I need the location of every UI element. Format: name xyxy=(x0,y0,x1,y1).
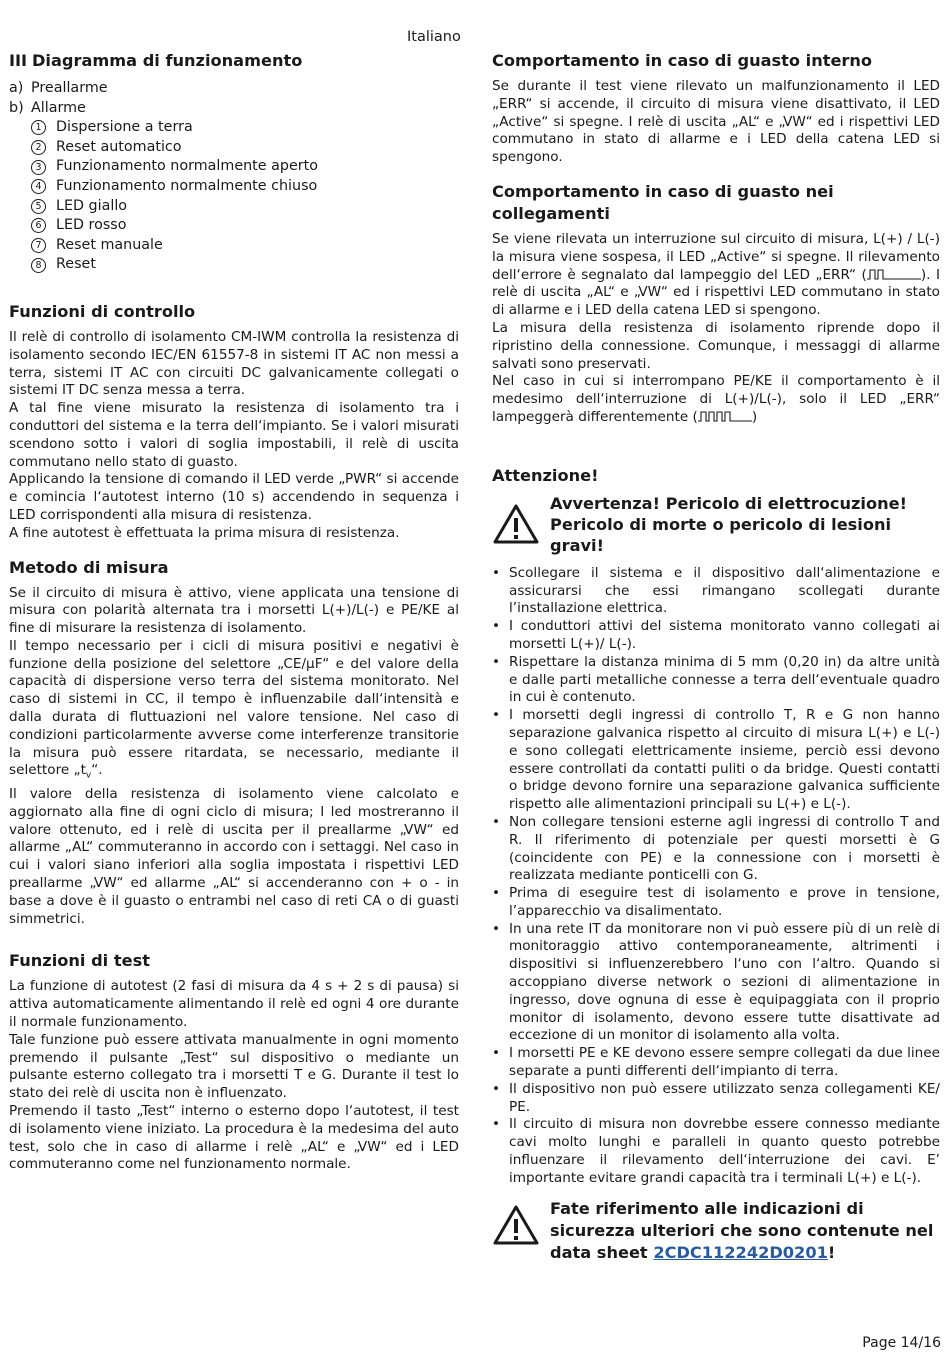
connection-fault-body xyxy=(492,231,940,427)
legend-text: LED rosso xyxy=(56,217,127,234)
legend-label: a) xyxy=(9,80,24,96)
paragraph: Il valore della resistenza di isolamento viene calcolato e aggiornato alla fine di ogni ciclo di misura; I led mostreranno il valore ottenuto, ed i relè di uscita per il preallarme „VW“ ed allarme „AL“ commuteranno in accordo con i settaggi. Nel caso in cui i valori siano inferiori alla soglia impostata i rispettivi LED preallarme „VW“ ed allarme „AL“ si accenderanno con + o - in base a dove è il guasto o entrambi nel caso di reti CA o di guasti simmetrici. xyxy=(9,785,459,927)
warning-triangle-icon xyxy=(492,1204,540,1246)
paragraph-text: “. xyxy=(91,762,103,779)
control-heading: Funzioni di controllo xyxy=(9,301,196,321)
paragraph-text: ). I relè di uscita „AL“ e „VW“ ed i rispettivi LED commutano in stato di allarme e i LED della catena LED si spengono. xyxy=(492,266,940,319)
method-body xyxy=(9,585,459,929)
legend-subitem xyxy=(31,138,459,158)
legend-text: Dispersione a terra xyxy=(56,119,193,136)
paragraph-text: Nel caso in cui si interrompano PE/KE il comportamento è il medesimo dell‘interruzione di L(+)/L(-), solo il LED „ERR“ lampeggerà differentemente ( xyxy=(492,373,940,425)
legend-subitem xyxy=(31,236,459,256)
legend-text: Funzionamento normalmente chiuso xyxy=(56,177,318,194)
circled-number: 6 xyxy=(31,218,46,233)
legend-item xyxy=(9,99,459,119)
reference-box xyxy=(492,1198,940,1264)
list-item: • Il circuito di misura non dovrebbe essere connesso mediante cavi molto lunghi e paralleli in quanto questo potrebbe influenzare il rilevamento dell‘interruzione dei cavi. E’ importante evitare grandi capacità tra i terminali L(+) e L(-). xyxy=(492,1116,940,1187)
blink-pattern-icon xyxy=(867,268,921,280)
safety-list xyxy=(492,565,940,1188)
list-item: • I morsetti PE e KE devono essere sempre collegati da due linee separate a punti differenti dell‘impianto di terra. xyxy=(492,1045,940,1081)
paragraph: Se durante il test viene rilevato un malfunzionamento il LED „ERR“ si accende, il circuito di misura viene disattivato, il LED „Active“ si spegne. I relè di uscita „AL“ e „VW“ ed i rispettivi LED commutano in stato di allarme e i LED della catena LED si spengono. xyxy=(492,78,940,166)
language-label: Italiano xyxy=(407,29,461,45)
circled-number: 5 xyxy=(31,199,46,214)
circled-number: 4 xyxy=(31,179,46,194)
warning-box xyxy=(492,493,940,556)
legend-text: Preallarme xyxy=(31,80,108,96)
diagram-legend xyxy=(9,79,459,275)
paragraph: A tal fine viene misurato la resistenza di isolamento tra i conduttori del sistema e la terra dell‘impianto. Se i valori misurati scendono sotto i valori di soglia impostabili, il relè di uscita commutano nello stato di guasto. xyxy=(9,400,459,470)
list-item: • Rispettare la distanza minima di 5 mm (0,20 in) da altre unità e dalle parti metalliche connesse a terra dell‘eventuale quadro in cui è contenuto. xyxy=(492,654,940,707)
paragraph-text: ) xyxy=(751,408,758,425)
legend-label: b) xyxy=(9,99,24,116)
paragraph-text: Il tempo necessario per i cicli di misura positivi e negativi è funzione della posizione del selettore „CE/µF“ e del valore della capacità di dispersione verso terra del sistema monitorato. Nel caso di sistemi in CC, il tempo è influenzabile dall‘intensità e dalla durata di fluttuazioni nel valore tensione. Nel caso di condizioni particolarmente avverse come interferenze transitorie la misura può essere ritardata, se necessario, mediante il selettore „t xyxy=(9,637,459,779)
paragraph: Tale funzione può essere attivata manualmente in ogni momento premendo il pulsante „Test“ sul dispositivo o mediante un pulsante esterno collegato tra i morsetti T e G. Durante il test lo stato dei relè di uscita non è influenzato. xyxy=(9,1031,459,1102)
warning-line: Avvertenza! Pericolo di elettrocuzione! xyxy=(550,493,907,513)
legend-text: Funzionamento normalmente aperto xyxy=(56,158,318,175)
legend-subitem xyxy=(31,255,459,275)
legend-text: Allarme xyxy=(31,99,86,116)
paragraph: Applicando la tensione di comando il LED verde „PWR“ si accende e comincia l‘autotest interno (10 s) accendendo in sequenza i LED corrispondenti alla misura di resistenza. xyxy=(9,471,459,523)
diagram-heading xyxy=(9,50,459,72)
paragraph: Se il circuito di misura è attivo, viene applicata una tensione di misura con polarità alternata tra i morsetti L(+)/L(-) e PE/KE al fine di misurare la resistenza di isolamento. xyxy=(9,584,459,637)
list-item: • Scollegare il sistema e il dispositivo dall‘alimentazione e assicurarsi che essi rimangano scollegati durante l’installazione elettrica. xyxy=(492,565,940,618)
paragraph-text: Se viene rilevata un interruzione sul circuito di misura, L(+) / L(-) la misura viene sospesa, il LED „Active“ si spegne. Il rilevamento dell‘errore è segnalato dal lampeggio del LED „ERR“ ( xyxy=(492,230,940,283)
legend-text: LED giallo xyxy=(56,197,128,214)
reference-text xyxy=(550,1198,940,1264)
legend-subitem xyxy=(31,177,459,197)
subscript: v xyxy=(85,771,92,782)
circled-number: 8 xyxy=(31,258,46,273)
legend-subitems xyxy=(9,118,459,275)
control-body xyxy=(9,329,459,543)
paragraph xyxy=(492,373,940,426)
legend-subitem xyxy=(31,118,459,138)
attention-heading: Attenzione! xyxy=(492,465,599,485)
paragraph: La misura della resistenza di isolamento riprende dopo il ripristino della connessione. Comunque, i messaggi di allarme salvati sono preservati. xyxy=(492,319,940,372)
method-heading: Metodo di misura xyxy=(9,557,169,577)
warning-triangle-icon xyxy=(492,503,540,545)
legend-subitem xyxy=(31,216,459,236)
paragraph: Il relè di controllo di isolamento CM-IWM controlla la resistenza di isolamento secondo IEC/EN 61557-8 in sistemi IT AC non messi a terra, sistemi IT AC con circuiti DC galvanicamente collegati o sistemi IT DC senza messa a terra. xyxy=(9,328,459,399)
warning-text xyxy=(550,493,940,556)
datasheet-link[interactable]: 2CDC112242D0201 xyxy=(653,1242,828,1262)
paragraph: A fine autotest è effettuata la prima misura di resistenza. xyxy=(9,524,400,541)
reference-sentence: Fate riferimento alle indicazioni di sicurezza ulteriori che sono contenute nel data sheet xyxy=(550,1198,934,1262)
legend-text: Reset xyxy=(56,256,96,273)
legend-item xyxy=(9,79,459,99)
list-item: • I conduttori attivi del sistema monitorato vanno collegati ai morsetti L(+)/ L(-). xyxy=(492,618,940,654)
circled-number: 3 xyxy=(31,160,46,175)
test-heading: Funzioni di test xyxy=(9,951,150,971)
legend-subitem xyxy=(31,197,459,217)
right-column xyxy=(492,50,940,1264)
circled-number: 2 xyxy=(31,140,46,155)
paragraph xyxy=(492,231,940,320)
list-item: • I morsetti degli ingressi di controllo T, R e G non hanno separazione galvanica rispetto al circuito di misura L(+) e L(-) e sono collegati elettricamente insieme, perciò essi devono essere controllati da contatti puliti o da bridge. Questi contatti o bridge devono fornire una separazione galvanica sufficiente rispetto alle alimentazioni principali su L(+) e L(-). xyxy=(492,707,940,814)
list-item: • Prima di eseguire test di isolamento e prove in tensione, l’apparecchio va disalimentato. xyxy=(492,885,940,921)
legend-text: Reset manuale xyxy=(56,236,163,253)
legend-subitem xyxy=(31,157,459,177)
circled-number: 1 xyxy=(31,120,46,135)
blink-pattern-icon xyxy=(698,410,752,422)
paragraph xyxy=(9,638,459,786)
left-column xyxy=(9,50,459,1174)
legend-text: Reset automatico xyxy=(56,138,182,155)
list-item: • Non collegare tensioni esterne agli ingressi di controllo T and R. Il riferimento di potenziale per questi morsetti è G (coincidente con PE) e la connessione con i morsetti è realizzata mediante ponticelli con G. xyxy=(492,814,940,885)
internal-fault-heading: Comportamento in caso di guasto interno xyxy=(492,51,873,70)
section-number: III xyxy=(9,51,28,70)
circled-number: 7 xyxy=(31,238,46,253)
test-body xyxy=(9,978,459,1174)
page-number: Page 14/16 xyxy=(862,1335,941,1351)
paragraph: Premendo il tasto „Test“ interno o esterno dopo l‘autotest, il test di isolamento viene iniziato. La procedura è la medesima del auto test, solo che in caso di allarme i relè „AL“ e „VW“ ed i LED commuteranno come nel funzionamento normale. xyxy=(9,1102,459,1173)
list-item: • In una rete IT da monitorare non vi può essere più di un relè di monitoraggio attivo contemporaneamente, altrimenti i dispositivi si influenzerebbero l‘uno con l‘altro. Quando si accoppiano diverse network o sezioni di alimentazione in ingresso, dove ognuna di esse è equipaggiata con il proprio monitor di isolamento, devono essere tutte disattivate ad eccezione di un monitor di isolamento alla volta. xyxy=(492,921,940,1046)
exclamation: ! xyxy=(827,1242,836,1262)
connection-fault-heading: Comportamento in caso di guasto nei collegamenti xyxy=(492,181,834,223)
paragraph: La funzione di autotest (2 fasi di misura da 4 s + 2 s di pausa) si attiva automaticamente alimentando il relè ed ogni 4 ore durante il normale funzionamento. xyxy=(9,978,459,1030)
diagram-title: Diagramma di funzionamento xyxy=(32,51,303,70)
warning-line: Pericolo di morte o pericolo di lesioni gravi! xyxy=(550,514,892,555)
list-item: • Il dispositivo non può essere utilizzato senza collegamenti KE/ PE. xyxy=(492,1081,940,1117)
